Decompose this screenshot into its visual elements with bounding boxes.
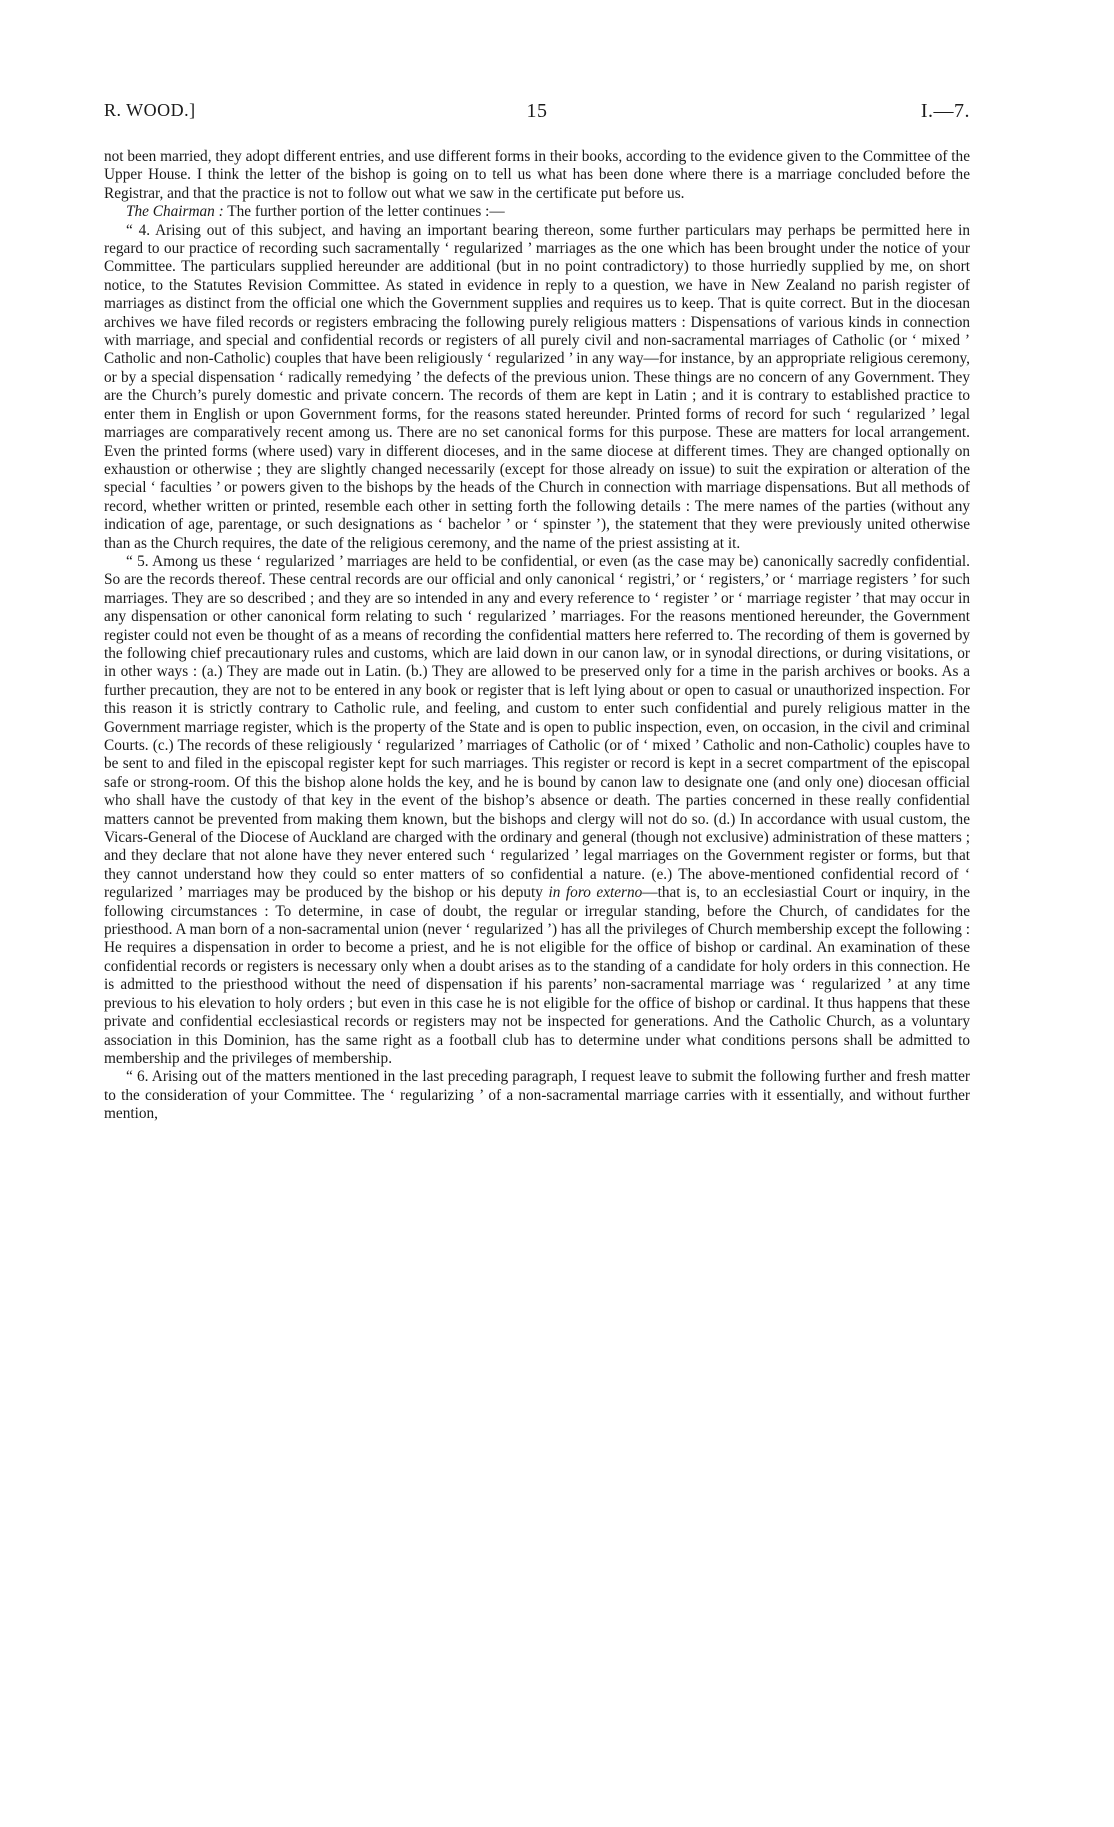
paragraph-continuation: not been married, they adopt different entries, and use different forms in their books, according to the evidence given to the Committee of the Upper House. I think the letter of the bishop is going on to tell us what has been done where there is a marriage concluded before the Registrar, and that the practice is not to follow out what we saw in the certificate put before us. — [104, 148, 970, 202]
page-body — [104, 148, 970, 1124]
speaker-text: The further portion of the letter continues :— — [223, 203, 505, 221]
page-number: 15 — [526, 100, 548, 122]
document-reference: I.—7. — [920, 100, 970, 122]
paragraph-5-text: “ 5. Among us these ‘ regularized ’ marriages are held to be confidential, or even (as the case may be) canonically sacredly confidential. So are the records thereof. These central records are our official and only canonical ‘ registri,’ or ‘ registers,’ or ‘ marriage registers ’ for such marriages. They are so described ; and they are so intended in any and every reference to ‘ register ’ or ‘ marriage register ’ that may occur in any dispensation or other canonical form relating to such ‘ regularized ’ marriages. For the reasons mentioned hereunder, the Government register could not even be thought of as a means of recording the confidential matters here referred to. The recording of them is governed by the following chief precautionary rules and customs, which are laid down in our canon law, or in synodal directions, or during visitations, or in other ways : (a.) They are made out in Latin. (b.) They are allowed to be preserved only for a time in the parish archives or books. As a further precaution, they are not to be entered in any book or register that is left lying about or open to casual or unauthorized inspection. For this reason it is strictly contrary to Catholic rule, and feeling, and custom to enter such confidential and purely religious matter in the Government marriage register, which is the property of the State and is open to public inspection, even, on occasion, in the civil and criminal Courts. (c.) The records of these religiously ‘ regularized ’ marriages of Catholic (or of ‘ mixed ’ Catholic and non-Catholic) couples have to be sent to and filed in the episcopal register kept for such marriages. This register or record is kept in a secret compartment of the episcopal safe or strong-room. Of this the bishop alone holds the key, and he is bound by canon law to designate one (and only one) diocesan official who shall have the custody of that key in the event of the bishop’s absence or death. The parties concerned in these really confidential matters cannot be prevented from making them known, but the bishops and clergy will not do so. (d.) In accordance with usual custom, the Vicars-General of the Diocese of Auckland are charged with the ordinary and general (though not exclusive) administration of these matters ; and they declare that not alone have they never entered such ‘ regularized ’ legal marriages on the Government register or forms, but that they cannot understand how they could so enter matters of so confidential a nature. (e.) The above-mentioned confidential record of ‘ regularized ’ marriages may be produced by the bishop or his deputy — [104, 552, 970, 902]
paragraph-4: “ 4. Arising out of this subject, and having an important bearing thereon, some further particulars may perhaps be permitted here in regard to our practice of recording such sacramentally ‘ regularized ’ marriages as the one which has been brought under the notice of your Committee. The particulars supplied hereunder are additional (but in no point contradictory) to those hurriedly supplied by me, on short notice, to the Statutes Revision Committee. As stated in evidence in reply to a question, we have in New Zealand no parish register of marriages as distinct from the official one which the Government supplies and requires us to keep. That is quite correct. But in the diocesan archives we have filed records or registers embracing the following purely religious matters : Dispensations of various kinds in connection with marriage, and special and confidential records or registers of all purely civil and non-sacramental marriages of Catholic (or ‘ mixed ’ Catholic and non-Catholic) couples that have been religiously ‘ regularized ’ in any way—for instance, by an appropriate religious ceremony, or by a special dispensation ‘ radically remedying ’ the defects of the previous union. These things are no concern of any Government. They are the Church’s purely domestic and private concern. The records of them are kept in Latin ; and it is contrary to established practice to enter them in English or upon Government forms, for the reasons stated hereunder. Printed forms of record for such ‘ regularized ’ legal marriages are comparatively recent among us. There are no set canonical forms for this purpose. These are matters for local arrangement. Even the printed forms (where used) vary in different dioceses, and in the same diocese at different times. They are changed optionally on exhaustion or otherwise ; they are slightly changed necessarily (except for those already on issue) to suit the expiration or alteration of the special ‘ faculties ’ or powers given to the bishops by the heads of the Church in connection with marriage dispensations. But all methods of record, whether written or printed, resemble each other in setting forth the following details : The mere names of the parties (without any indication of age, parentage, or such designations as ‘ bachelor ’ or ‘ spinster ’), the statement that they were previously united otherwise than as the Church requires, the date of the religious ceremony, and the name of the priest assisting at it. — [104, 221, 970, 552]
paragraph-chairman — [104, 203, 970, 221]
paragraph-5-rest: —that is, to an ecclesiastial Court or inquiry, in the following circumstances : To determine, in case of doubt, the regular or irregular standing, before the Church, of candidates for the priesthood. A man born of a non-sacramental union (never ‘ regularized ’) has all the privileges of Church membership except the following : He requires a dispensation in order to become a priest, and he is not eligible for the office of bishop or cardinal. An examination of these confidential records or registers is necessary only when a doubt arises as to the standing of a candidate for holy orders in this connection. He is admitted to the priesthood without the need of dispensation if his parents’ non-sacramental marriage was ‘ regularized ’ at any time previous to his elevation to holy orders ; but even in this case he is not eligible for the office of bishop or cardinal. It thus happens that these private and confidential ecclesiastical records or registers may not be inspected for generations. And the Catholic Church, as a voluntary association in this Dominion, has the same right as a football club has to determine under what conditions persons shall be admitted to membership and the privileges of membership. — [104, 884, 970, 1067]
paragraph-6: “ 6. Arising out of the matters mentioned in the last preceding paragraph, I request leave to submit the following further and fresh matter to the consideration of your Committee. The ‘ regularizing ’ of a non-sacramental marriage carries with it essentially, and without further mention, — [104, 1068, 970, 1123]
paragraph-5 — [104, 553, 970, 1068]
header-author: R. WOOD.] — [104, 100, 196, 120]
speaker-label: The Chairman : — [126, 203, 224, 221]
latin-phrase: in foro externo — [542, 884, 643, 902]
page-header — [104, 100, 970, 130]
